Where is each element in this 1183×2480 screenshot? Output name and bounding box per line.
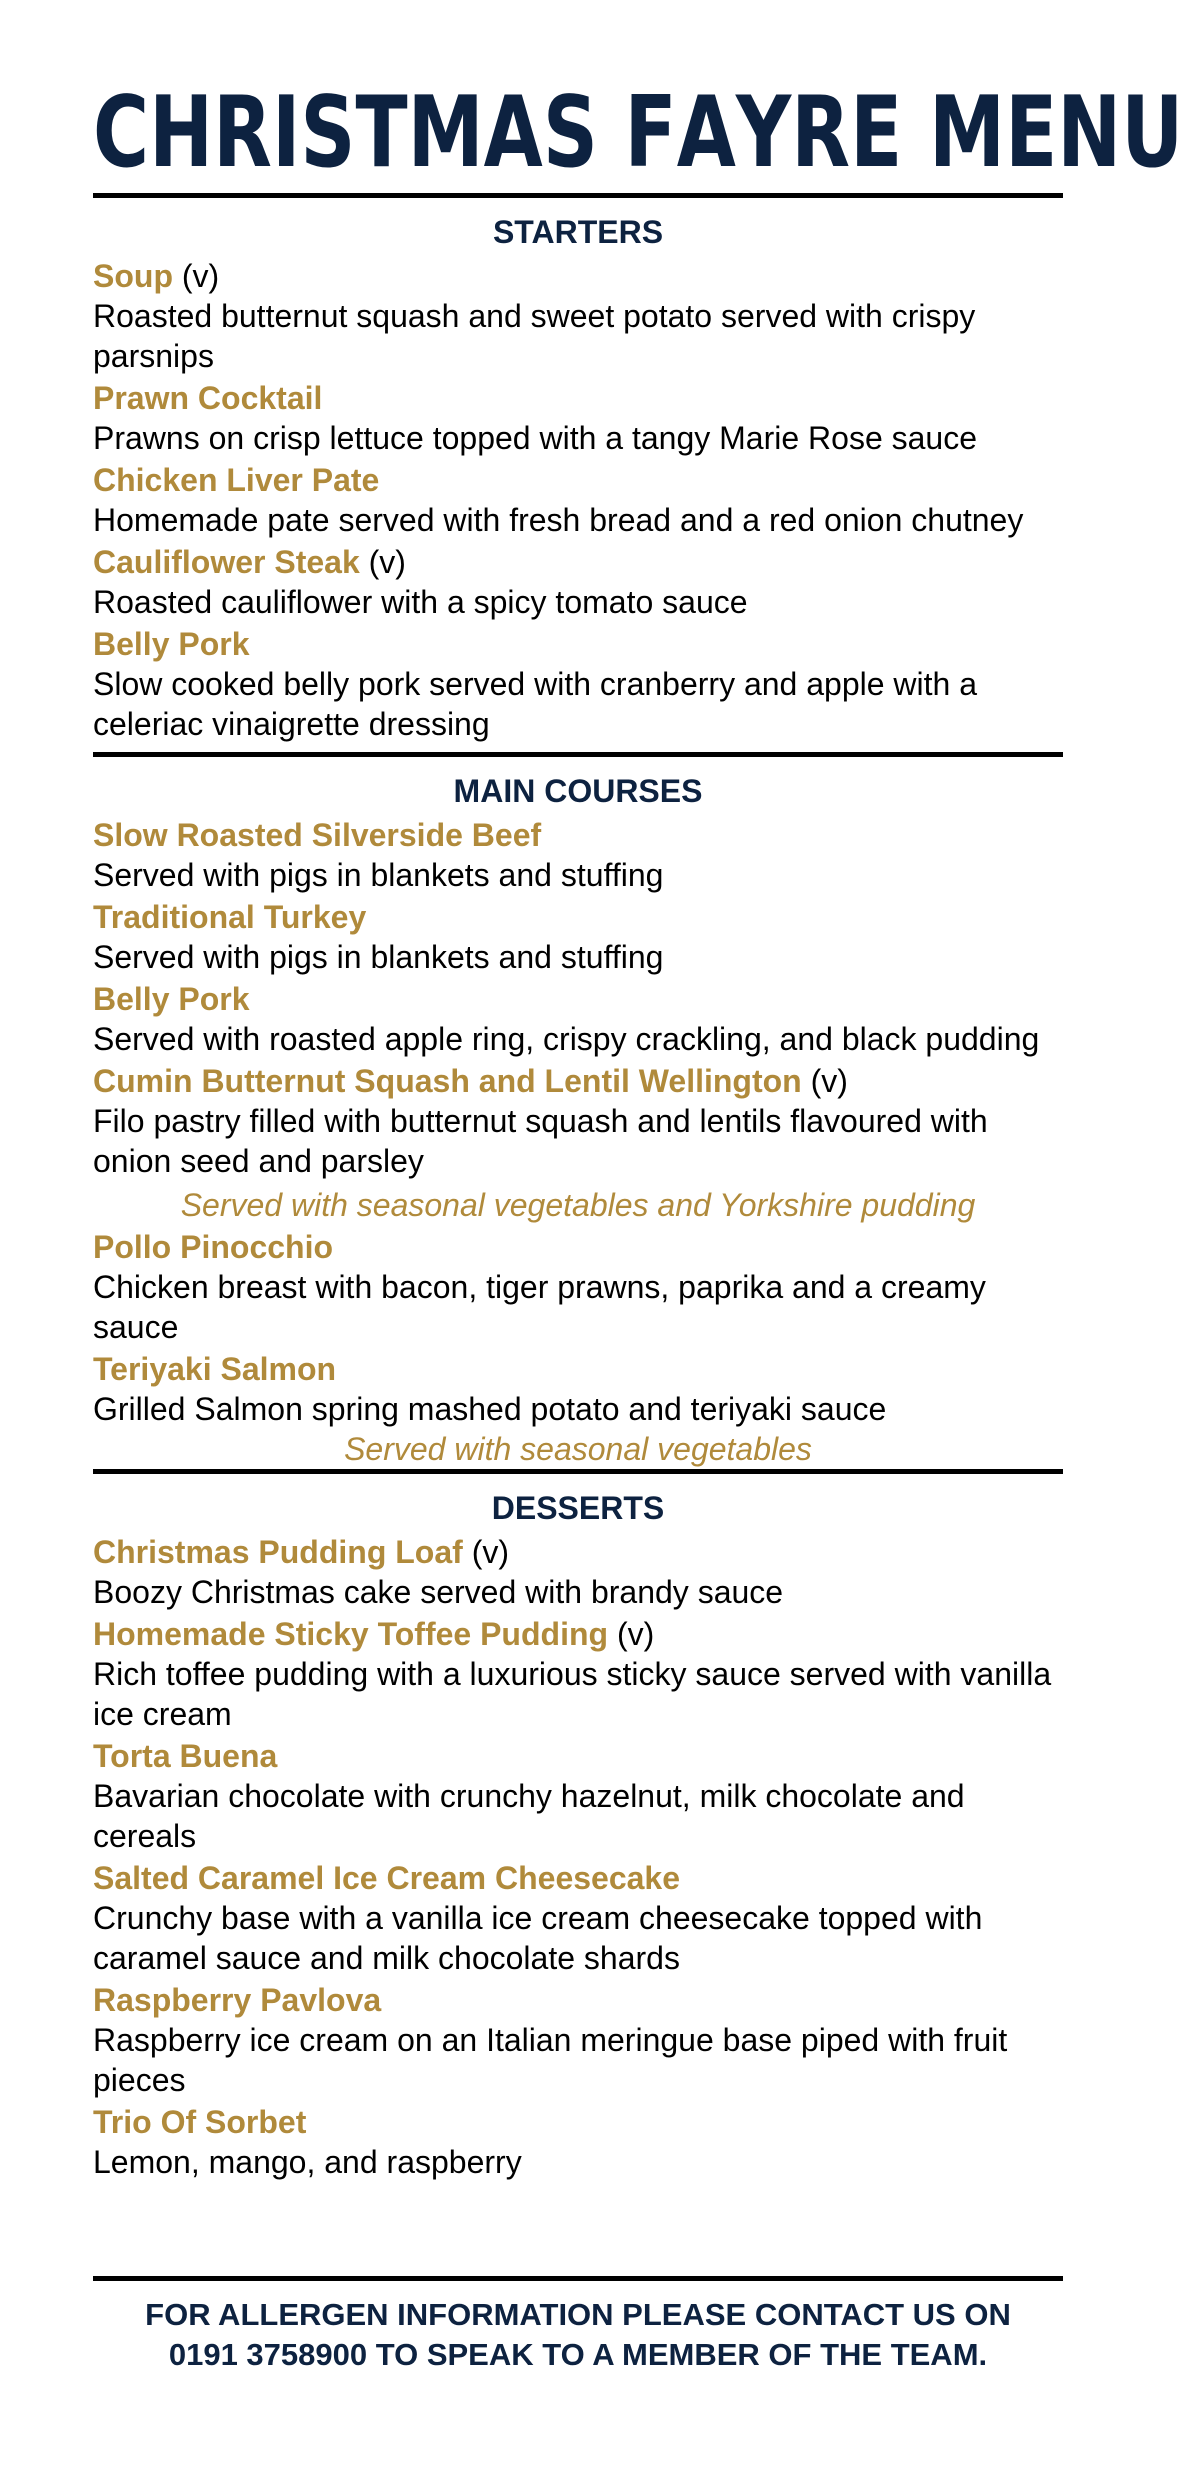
section-heading-mains: MAIN COURSES — [453, 773, 703, 809]
menu-item-description: Homemade pate served with fresh bread and a red onion chutney — [93, 502, 1024, 538]
title-letter: I — [271, 76, 301, 190]
menu-item — [93, 1736, 1063, 1856]
allergen-footer — [93, 2295, 1063, 2375]
menu-item-name: Christmas Pudding Loaf — [93, 1534, 463, 1570]
title-letter: U — [1121, 76, 1183, 190]
menu-item-name-row — [93, 979, 1063, 1019]
menu-item-name-row — [93, 624, 1063, 664]
menu-item-name: Cauliflower Steak — [93, 544, 360, 580]
served-note: Served with seasonal vegetables — [344, 1431, 812, 1467]
title-letter — [902, 84, 929, 182]
menu-title — [93, 76, 1183, 190]
menu-item-name: Raspberry Pavlova — [93, 1982, 382, 2018]
vegetarian-marker: (v) — [172, 258, 220, 294]
title-letter: E — [850, 76, 903, 190]
menu-item — [93, 2102, 1063, 2182]
menu-item-description: Served with pigs in blankets and stuffing — [93, 857, 664, 893]
menu-item-description: Boozy Christmas cake served with brandy sauce — [93, 1574, 784, 1610]
title-letter: N — [1057, 76, 1122, 190]
menu-item-description: Grilled Salmon spring mashed potato and teriyaki sauce — [93, 1391, 887, 1427]
divider — [93, 1469, 1063, 1474]
menu-item-name-row — [93, 1349, 1063, 1389]
title-letter: A — [483, 76, 543, 190]
menu-item-description: Roasted cauliflower with a spicy tomato sauce — [93, 584, 748, 620]
title-letter: H — [149, 76, 214, 190]
divider — [93, 752, 1063, 757]
title-letter: M — [407, 76, 484, 190]
menu-item-description: Roasted butternut squash and sweet potato served with crispy parsnips — [93, 298, 976, 374]
menu-item — [93, 1980, 1063, 2100]
menu-item — [93, 1532, 1063, 1612]
title-letter — [598, 84, 625, 182]
starters-list — [93, 256, 1063, 744]
menu-item-name: Salted Caramel Ice Cream Cheesecake — [93, 1860, 681, 1896]
menu-item-name: Belly Pork — [93, 981, 250, 1017]
vegetarian-marker: (v) — [359, 544, 406, 580]
title-letter: E — [1005, 76, 1058, 190]
menu-item — [93, 897, 1063, 977]
menu-item-name: Slow Roasted Silverside Beef — [93, 817, 542, 853]
title-letter: R — [213, 76, 272, 190]
menu-item — [93, 1614, 1063, 1734]
menu-item — [93, 624, 1063, 744]
menu-item-name-row — [93, 1061, 1063, 1101]
mains-list-2 — [93, 1227, 1063, 1429]
menu-item-name-row — [93, 815, 1063, 855]
menu-item-name: Traditional Turkey — [93, 899, 367, 935]
mains-list — [93, 815, 1063, 1181]
menu-item-name: Torta Buena — [93, 1738, 278, 1774]
menu-item-name-row — [93, 1532, 1063, 1572]
menu-item-name-row — [93, 542, 1063, 582]
menu-item — [93, 542, 1063, 622]
menu-item — [93, 256, 1063, 376]
title-letter: C — [93, 76, 150, 190]
menu-item-name-row — [93, 460, 1063, 500]
menu-item-name-row — [93, 2102, 1063, 2142]
menu-item — [93, 1227, 1063, 1347]
menu-item-name-row — [93, 256, 1063, 296]
menu-item-name: Chicken Liver Pate — [93, 462, 380, 498]
title-letter: A — [676, 76, 736, 190]
vegetarian-marker: (v) — [462, 1534, 509, 1570]
menu-item-name: Soup — [93, 258, 173, 294]
vegetarian-marker: (v) — [608, 1616, 655, 1652]
menu-item — [93, 1061, 1063, 1181]
footer-divider — [93, 2276, 1063, 2281]
menu-item-name: Teriyaki Salmon — [93, 1351, 337, 1387]
menu-item-name: Homemade Sticky Toffee Pudding — [93, 1616, 609, 1652]
vegetarian-marker: (v) — [801, 1063, 848, 1099]
menu-item-description: Rich toffee pudding with a luxurious sticky sauce served with vanilla ice cream — [93, 1656, 1052, 1732]
menu-item-description: Bavarian chocolate with crunchy hazelnut, milk chocolate and cereals — [93, 1778, 965, 1854]
menu-item-name-row — [93, 1858, 1063, 1898]
menu-item — [93, 460, 1063, 540]
footer-line: 0191 3758900 TO SPEAK TO A MEMBER OF THE TEAM. — [168, 2337, 988, 2372]
menu-item-name: Pollo Pinocchio — [93, 1229, 334, 1265]
menu-item-description: Served with roasted apple ring, crispy crackling, and black pudding — [93, 1021, 1040, 1057]
menu-item-description: Lemon, mango, and raspberry — [93, 2144, 522, 2180]
menu-item-description: Crunchy base with a vanilla ice cream cheesecake topped with caramel sauce and milk chocolate shards — [93, 1900, 983, 1976]
divider — [93, 193, 1063, 198]
title-letter: Y — [735, 76, 792, 190]
menu-item-name: Trio Of Sorbet — [93, 2104, 307, 2140]
section-heading-desserts: DESSERTS — [491, 1490, 665, 1526]
menu-item-description: Prawns on crisp lettuce topped with a tangy Marie Rose sauce — [93, 420, 978, 456]
menu-item-name-row — [93, 1614, 1063, 1654]
menu-item-description: Slow cooked belly pork served with cranberry and apple with a celeriac vinaigrette dressing — [93, 666, 978, 742]
menu-item-name-row — [93, 378, 1063, 418]
desserts-list — [93, 1532, 1063, 2182]
title-letter: S — [300, 76, 356, 190]
menu-item-name: Prawn Cocktail — [93, 380, 323, 416]
menu-item-description: Raspberry ice cream on an Italian meringue base piped with fruit pieces — [93, 2022, 1008, 2098]
menu-item-name-row — [93, 897, 1063, 937]
menu-item — [93, 815, 1063, 895]
title-letter: R — [791, 76, 851, 190]
title-letter: S — [542, 76, 598, 190]
menu-item-name: Cumin Butternut Squash and Lentil Wellington — [93, 1063, 802, 1099]
served-note: Served with seasonal vegetables and Yorkshire pudding — [180, 1187, 976, 1223]
section-heading-starters: STARTERS — [492, 214, 664, 250]
menu-item-description: Served with pigs in blankets and stuffing — [93, 939, 664, 975]
title-letter: F — [624, 76, 677, 190]
menu-item — [93, 1349, 1063, 1429]
footer-line: FOR ALLERGEN INFORMATION PLEASE CONTACT US ON — [145, 2297, 1011, 2332]
menu-item-name-row — [93, 1980, 1063, 2020]
menu-content — [93, 193, 1063, 2182]
menu-item-name: Belly Pork — [93, 626, 250, 662]
menu-item-description: Chicken breast with bacon, tiger prawns, paprika and a creamy sauce — [93, 1269, 986, 1345]
menu-item — [93, 979, 1063, 1059]
menu-item — [93, 378, 1063, 458]
title-letter: T — [355, 76, 408, 190]
menu-item — [93, 1858, 1063, 1978]
title-letter: M — [928, 76, 1006, 190]
menu-item-name-row — [93, 1736, 1063, 1776]
menu-item-description: Filo pastry filled with butternut squash and lentils flavoured with onion seed and parsley — [93, 1103, 988, 1179]
menu-item-name-row — [93, 1227, 1063, 1267]
